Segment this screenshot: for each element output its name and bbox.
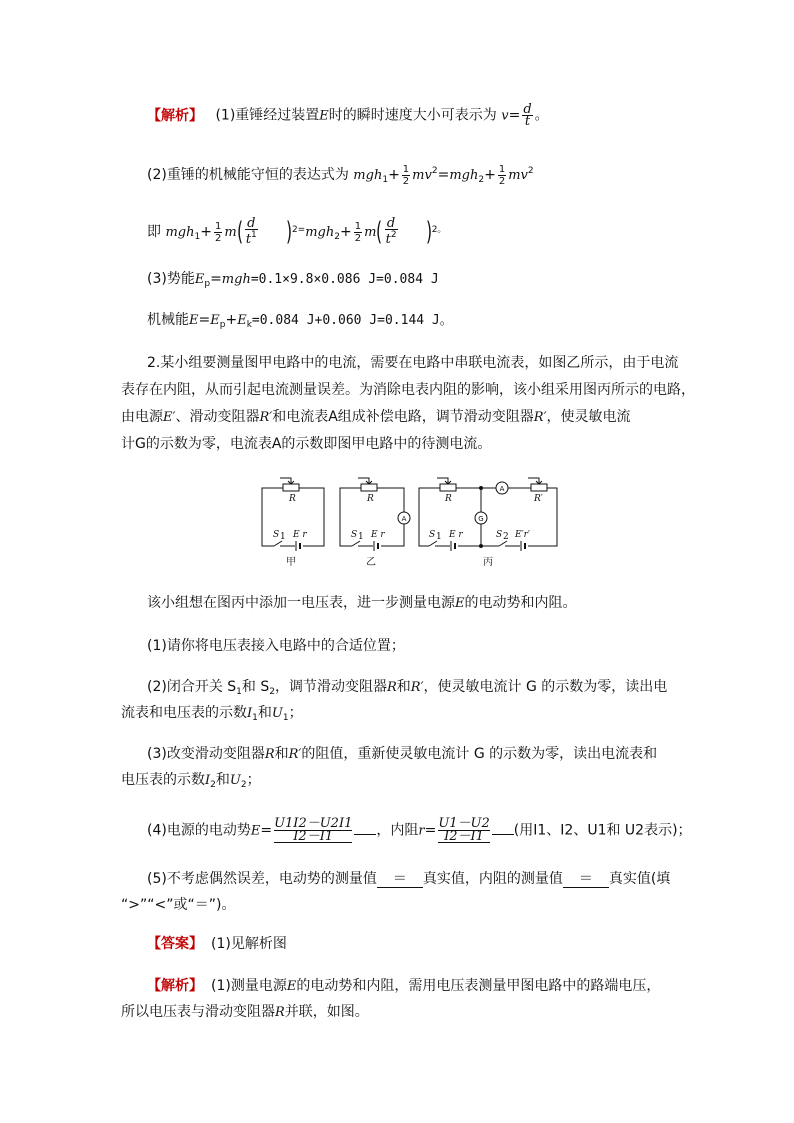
question2-line-3: 由电源E′、滑动变阻器R′和电流表A组成补偿电路，调节滑动变阻器R′，使灵敏电流 (121, 409, 631, 425)
body-intro: 该小组想在图丙中添加一电压表，进一步测量电源E的电动势和内阻。 (147, 595, 577, 611)
figure-label-bing: 丙 (483, 557, 493, 568)
resistance-fraction: $\frac{U1-U2}{I2-I1}$ (438, 816, 490, 844)
question2-line-1: 2.某小组要测量图甲电路中的电流，需要在电路中串联电流表，如图乙所示，由于电流 (147, 355, 679, 371)
svg-text:2: 2 (503, 532, 509, 542)
step-5-line-2: “>”“<”或“＝”)。 (121, 897, 236, 913)
analysis2-tag: 【解析】 (147, 978, 203, 994)
question2-line-4: 计G的示数为零，电流表A的示数即图甲电路中的待测电流。 (121, 436, 492, 452)
svg-text:S: S (273, 530, 280, 540)
circuit-figure (256, 474, 566, 570)
figure-label-yi: 乙 (366, 557, 376, 568)
step-1: (1)请你将电压表接入电路中的合适位置； (147, 638, 405, 654)
analysis-line-2: (2)重锤的机械能守恒的表达式为 mgh$_1$+ $\frac{1}{2}$ $mv^2=mgh_2+$ $\frac{1}{2}$ $mv^2$ (147, 163, 534, 187)
analysis-tag: 【解析】 (147, 107, 203, 124)
svg-text:S: S (429, 530, 436, 540)
galvanometer-label: G (478, 515, 484, 523)
svg-text:E r: E r (293, 530, 307, 540)
circuit-jia (262, 478, 324, 551)
answer-tag: 【答案】 (147, 936, 203, 952)
svg-text:E r: E r (371, 530, 385, 540)
step-4: (4)电源的电动势E= $\frac{U1I2-U2I1}{I2-I1}$ ，内阻r= $\frac{U1-U2}{I2-I1}$ (用I1、I2、U1和 U2表示)； (147, 816, 692, 844)
step-3-line-1: (3)改变滑动变阻器R和R′的阻值，重新使灵敏电流计 G 的示数为零，读出电流表和 (147, 746, 658, 762)
step-2-line-1: (2)闭合开关 $S_1$和 $S_2$，调节滑动变阻器R和R′，使灵敏电流计 G 的示数为零，读出电 (147, 679, 668, 697)
emf-fraction: $\frac{U1I2-U2I1}{I2-I1}$ (274, 816, 353, 844)
question2-line-2: 表存在内阻，从而引起电流测量误差。为消除电表内阻的影响，该小组采用图丙所示的电路， (121, 382, 695, 398)
step-2-line-2: 流表和电压表的示数$I_1$和$U_1$； (121, 705, 303, 723)
svg-text:E′r′: E′r′ (515, 530, 530, 540)
svg-text:R: R (367, 494, 374, 504)
ammeter-label-yi: A (401, 515, 407, 523)
svg-text:R′: R′ (534, 494, 543, 504)
svg-text:R: R (289, 494, 296, 504)
step-3-line-2: 电压表的示数$I_2$和$U_2$； (121, 772, 261, 790)
step-5-line-1: (5)不考虑偶然误差，电动势的测量值 ＝ 真实值，内阻的测量值 ＝ 真实值(填 (147, 871, 671, 887)
analysis2-line-1: 【解析】 (1)测量电源E的电动势和内阻，需用电压表测量甲图电路中的路端电压， (147, 978, 661, 994)
analysis-line-1: 【解析】 (1)重锤经过装置E时的瞬时速度大小可表示为 v= $\frac{d}{t}$ 。 (147, 102, 549, 129)
svg-text:1: 1 (280, 532, 286, 542)
svg-text:S: S (351, 530, 358, 540)
svg-text:1: 1 (358, 532, 364, 542)
analysis-line-3: 即 mgh$_1$+ $\frac{1}{2}$ m( $\frac{d}{t1}$ )$^{2=}$mgh$_2$+ $\frac{1}{2}$ m( $\frac{d}{t2}$ )$^{2。}$ (147, 216, 447, 247)
ammeter-label-bing: A (499, 485, 505, 493)
analysis2-line-2: 所以电压表与滑动变阻器R并联，如图。 (121, 1004, 369, 1020)
answer-line: 【答案】 (1)见解析图 (147, 936, 287, 952)
figure-label-jia: 甲 (286, 557, 296, 568)
analysis-line-5: 机械能$E=E_p+E_k=0.084$ J+0.060 J=0.144 J。 (147, 312, 453, 330)
svg-text:R: R (445, 494, 452, 504)
svg-text:1: 1 (436, 532, 442, 542)
velocity-fraction: $\frac{d}{t}$ (523, 102, 532, 129)
svg-text:S: S (496, 530, 503, 540)
circuit-yi (340, 478, 410, 551)
svg-text:E r: E r (449, 530, 463, 540)
answer-blank-resistance: ＝ (563, 871, 609, 888)
answer-blank-emf: ＝ (377, 871, 423, 888)
analysis-line-4: (3)势能$E_p=mgh=0.1\times 9.8\times 0.086$ J=0.084 J (147, 271, 439, 289)
